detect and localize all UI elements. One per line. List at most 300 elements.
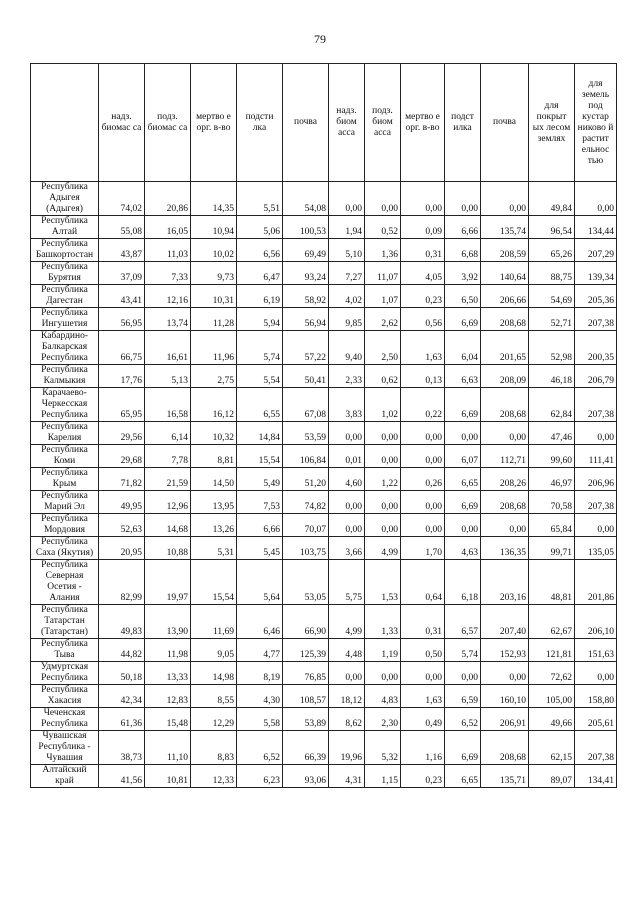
value-cell: 5,51 <box>237 182 283 216</box>
value-cell: 0,00 <box>329 182 365 216</box>
region-name-cell: Республика Мордовия <box>31 514 99 537</box>
value-cell: 93,24 <box>283 262 329 285</box>
value-cell: 55,08 <box>99 216 145 239</box>
value-cell: 0,00 <box>575 422 617 445</box>
region-name-cell: Республика Коми <box>31 445 99 468</box>
value-cell: 0,52 <box>365 216 401 239</box>
value-cell: 135,05 <box>575 537 617 560</box>
value-cell: 21,59 <box>145 468 191 491</box>
value-cell: 0,31 <box>401 239 445 262</box>
value-cell: 0,00 <box>329 662 365 685</box>
region-name-cell: Республика Башкортостан <box>31 239 99 262</box>
table-row <box>31 708 617 731</box>
value-cell: 208,26 <box>481 468 529 491</box>
value-cell: 7,27 <box>329 262 365 285</box>
value-cell: 16,61 <box>145 331 191 365</box>
value-cell: 17,76 <box>99 365 145 388</box>
value-cell: 6,63 <box>445 365 481 388</box>
value-cell: 0,50 <box>401 639 445 662</box>
value-cell: 6,55 <box>237 388 283 422</box>
value-cell: 208,68 <box>481 388 529 422</box>
value-cell: 5,94 <box>237 308 283 331</box>
value-cell: 0,00 <box>401 491 445 514</box>
value-cell: 6,68 <box>445 239 481 262</box>
value-cell: 12,83 <box>145 685 191 708</box>
value-cell: 89,07 <box>529 765 575 788</box>
value-cell: 6,18 <box>445 560 481 605</box>
value-cell: 11,28 <box>191 308 237 331</box>
value-cell: 69,49 <box>283 239 329 262</box>
value-cell: 9,85 <box>329 308 365 331</box>
value-cell: 205,36 <box>575 285 617 308</box>
region-name-cell: Республика Ингушетия <box>31 308 99 331</box>
value-cell: 42,34 <box>99 685 145 708</box>
value-cell: 207,38 <box>575 491 617 514</box>
value-cell: 1,63 <box>401 685 445 708</box>
value-cell: 6,69 <box>445 491 481 514</box>
value-cell: 8,62 <box>329 708 365 731</box>
column-header: мертво е орг. в-во <box>191 64 237 182</box>
value-cell: 15,54 <box>237 445 283 468</box>
value-cell: 2,75 <box>191 365 237 388</box>
value-cell: 0,00 <box>575 182 617 216</box>
value-cell: 160,10 <box>481 685 529 708</box>
column-header: подсти лка <box>237 64 283 182</box>
value-cell: 1,36 <box>365 239 401 262</box>
value-cell: 6,52 <box>237 731 283 765</box>
value-cell: 62,15 <box>529 731 575 765</box>
table-row <box>31 262 617 285</box>
value-cell: 7,78 <box>145 445 191 468</box>
value-cell: 140,64 <box>481 262 529 285</box>
table-row <box>31 239 617 262</box>
value-cell: 70,58 <box>529 491 575 514</box>
value-cell: 5,13 <box>145 365 191 388</box>
value-cell: 52,71 <box>529 308 575 331</box>
value-cell: 93,06 <box>283 765 329 788</box>
value-cell: 4,77 <box>237 639 283 662</box>
value-cell: 0,00 <box>365 491 401 514</box>
table-row <box>31 445 617 468</box>
value-cell: 43,41 <box>99 285 145 308</box>
value-cell: 37,09 <box>99 262 145 285</box>
value-cell: 1,02 <box>365 388 401 422</box>
value-cell: 6,07 <box>445 445 481 468</box>
value-cell: 54,08 <box>283 182 329 216</box>
value-cell: 1,19 <box>365 639 401 662</box>
table-row <box>31 365 617 388</box>
value-cell: 11,10 <box>145 731 191 765</box>
value-cell: 66,90 <box>283 605 329 639</box>
value-cell: 53,59 <box>283 422 329 445</box>
value-cell: 57,22 <box>283 331 329 365</box>
value-cell: 5,10 <box>329 239 365 262</box>
value-cell: 6,46 <box>237 605 283 639</box>
region-name-cell: Республика Алтай <box>31 216 99 239</box>
value-cell: 207,38 <box>575 731 617 765</box>
value-cell: 65,95 <box>99 388 145 422</box>
value-cell: 12,16 <box>145 285 191 308</box>
value-cell: 66,39 <box>283 731 329 765</box>
value-cell: 103,75 <box>283 537 329 560</box>
value-cell: 6,14 <box>145 422 191 445</box>
table-row <box>31 422 617 445</box>
value-cell: 134,41 <box>575 765 617 788</box>
value-cell: 207,29 <box>575 239 617 262</box>
value-cell: 6,57 <box>445 605 481 639</box>
value-cell: 71,82 <box>99 468 145 491</box>
value-cell: 0,00 <box>401 422 445 445</box>
value-cell: 82,99 <box>99 560 145 605</box>
value-cell: 51,20 <box>283 468 329 491</box>
value-cell: 65,84 <box>529 514 575 537</box>
value-cell: 53,05 <box>283 560 329 605</box>
value-cell: 50,18 <box>99 662 145 685</box>
table-row <box>31 331 617 365</box>
value-cell: 0,00 <box>329 514 365 537</box>
value-cell: 13,90 <box>145 605 191 639</box>
value-cell: 11,98 <box>145 639 191 662</box>
value-cell: 0,00 <box>481 514 529 537</box>
value-cell: 74,82 <box>283 491 329 514</box>
value-cell: 70,07 <box>283 514 329 537</box>
value-cell: 6,56 <box>237 239 283 262</box>
data-table <box>30 63 617 788</box>
region-name-cell: Чеченская Республика <box>31 708 99 731</box>
region-name-cell: Карачаево-Черкесская Республика <box>31 388 99 422</box>
value-cell: 5,74 <box>237 331 283 365</box>
value-cell: 14,35 <box>191 182 237 216</box>
value-cell: 0,00 <box>445 514 481 537</box>
value-cell: 10,31 <box>191 285 237 308</box>
value-cell: 152,93 <box>481 639 529 662</box>
value-cell: 208,68 <box>481 491 529 514</box>
table-row <box>31 388 617 422</box>
value-cell: 121,81 <box>529 639 575 662</box>
value-cell: 0,26 <box>401 468 445 491</box>
table-row <box>31 765 617 788</box>
value-cell: 4,48 <box>329 639 365 662</box>
value-cell: 0,13 <box>401 365 445 388</box>
value-cell: 0,09 <box>401 216 445 239</box>
value-cell: 0,00 <box>401 662 445 685</box>
region-name-cell: Республика Дагестан <box>31 285 99 308</box>
region-name-cell: Республика Хакасия <box>31 685 99 708</box>
value-cell: 6,66 <box>237 514 283 537</box>
value-cell: 0,00 <box>575 662 617 685</box>
value-cell: 1,22 <box>365 468 401 491</box>
value-cell: 4,99 <box>329 605 365 639</box>
table-row <box>31 662 617 685</box>
value-cell: 12,33 <box>191 765 237 788</box>
value-cell: 14,68 <box>145 514 191 537</box>
value-cell: 135,71 <box>481 765 529 788</box>
value-cell: 48,81 <box>529 560 575 605</box>
value-cell: 139,34 <box>575 262 617 285</box>
value-cell: 5,06 <box>237 216 283 239</box>
value-cell: 5,31 <box>191 537 237 560</box>
value-cell: 1,94 <box>329 216 365 239</box>
value-cell: 208,59 <box>481 239 529 262</box>
value-cell: 6,69 <box>445 308 481 331</box>
table-row <box>31 182 617 216</box>
value-cell: 207,38 <box>575 388 617 422</box>
value-cell: 0,00 <box>329 491 365 514</box>
value-cell: 10,88 <box>145 537 191 560</box>
value-cell: 5,49 <box>237 468 283 491</box>
value-cell: 62,67 <box>529 605 575 639</box>
value-cell: 10,81 <box>145 765 191 788</box>
value-cell: 44,82 <box>99 639 145 662</box>
value-cell: 67,08 <box>283 388 329 422</box>
value-cell: 18,12 <box>329 685 365 708</box>
value-cell: 1,07 <box>365 285 401 308</box>
value-cell: 2,62 <box>365 308 401 331</box>
value-cell: 41,56 <box>99 765 145 788</box>
value-cell: 52,63 <box>99 514 145 537</box>
value-cell: 106,84 <box>283 445 329 468</box>
value-cell: 6,52 <box>445 708 481 731</box>
value-cell: 206,96 <box>575 468 617 491</box>
value-cell: 0,00 <box>365 662 401 685</box>
value-cell: 0,31 <box>401 605 445 639</box>
value-cell: 8,55 <box>191 685 237 708</box>
value-cell: 6,59 <box>445 685 481 708</box>
value-cell: 208,68 <box>481 308 529 331</box>
region-name-cell: Республика Северная Осетия - Алания <box>31 560 99 605</box>
column-header: надз. биомас са <box>99 64 145 182</box>
value-cell: 29,68 <box>99 445 145 468</box>
value-cell: 76,85 <box>283 662 329 685</box>
table-row <box>31 560 617 605</box>
value-cell: 4,31 <box>329 765 365 788</box>
value-cell: 8,19 <box>237 662 283 685</box>
value-cell: 12,96 <box>145 491 191 514</box>
value-cell: 5,74 <box>445 639 481 662</box>
value-cell: 38,73 <box>99 731 145 765</box>
value-cell: 9,73 <box>191 262 237 285</box>
value-cell: 151,63 <box>575 639 617 662</box>
value-cell: 16,58 <box>145 388 191 422</box>
value-cell: 6,23 <box>237 765 283 788</box>
value-cell: 208,68 <box>481 731 529 765</box>
value-cell: 96,54 <box>529 216 575 239</box>
value-cell: 0,00 <box>445 422 481 445</box>
value-cell: 1,63 <box>401 331 445 365</box>
value-cell: 54,69 <box>529 285 575 308</box>
table-row <box>31 639 617 662</box>
value-cell: 0,01 <box>329 445 365 468</box>
value-cell: 0,62 <box>365 365 401 388</box>
value-cell: 1,53 <box>365 560 401 605</box>
value-cell: 1,70 <box>401 537 445 560</box>
value-cell: 0,00 <box>481 662 529 685</box>
value-cell: 0,00 <box>445 662 481 685</box>
region-name-cell: Республика Бурятия <box>31 262 99 285</box>
value-cell: 74,02 <box>99 182 145 216</box>
value-cell: 72,62 <box>529 662 575 685</box>
value-cell: 207,38 <box>575 308 617 331</box>
value-cell: 7,33 <box>145 262 191 285</box>
value-cell: 4,30 <box>237 685 283 708</box>
value-cell: 1,15 <box>365 765 401 788</box>
value-cell: 46,97 <box>529 468 575 491</box>
value-cell: 0,00 <box>401 182 445 216</box>
column-header <box>31 64 99 182</box>
value-cell: 19,97 <box>145 560 191 605</box>
value-cell: 29,56 <box>99 422 145 445</box>
value-cell: 0,00 <box>365 422 401 445</box>
value-cell: 207,40 <box>481 605 529 639</box>
value-cell: 10,94 <box>191 216 237 239</box>
value-cell: 112,71 <box>481 445 529 468</box>
value-cell: 53,89 <box>283 708 329 731</box>
value-cell: 6,47 <box>237 262 283 285</box>
column-header: мертво е орг. в-во <box>401 64 445 182</box>
value-cell: 5,32 <box>365 731 401 765</box>
page-number: 79 <box>314 32 326 46</box>
region-name-cell: Удмуртская Республика <box>31 662 99 685</box>
value-cell: 0,00 <box>365 182 401 216</box>
value-cell: 6,65 <box>445 765 481 788</box>
value-cell: 2,33 <box>329 365 365 388</box>
value-cell: 6,04 <box>445 331 481 365</box>
value-cell: 136,35 <box>481 537 529 560</box>
value-cell: 3,92 <box>445 262 481 285</box>
value-cell: 206,10 <box>575 605 617 639</box>
value-cell: 99,60 <box>529 445 575 468</box>
column-header: для земель под кустар никово й растит ельнос тью <box>575 64 617 182</box>
value-cell: 4,02 <box>329 285 365 308</box>
value-cell: 0,23 <box>401 285 445 308</box>
region-name-cell: Республика Саха (Якутия) <box>31 537 99 560</box>
value-cell: 11,69 <box>191 605 237 639</box>
value-cell: 5,45 <box>237 537 283 560</box>
table-row <box>31 731 617 765</box>
region-name-cell: Республика Калмыкия <box>31 365 99 388</box>
column-header: подст илка <box>445 64 481 182</box>
value-cell: 20,95 <box>99 537 145 560</box>
table-row <box>31 685 617 708</box>
value-cell: 6,69 <box>445 731 481 765</box>
value-cell: 9,05 <box>191 639 237 662</box>
value-cell: 20,86 <box>145 182 191 216</box>
value-cell: 49,83 <box>99 605 145 639</box>
value-cell: 99,71 <box>529 537 575 560</box>
table-row <box>31 514 617 537</box>
value-cell: 8,81 <box>191 445 237 468</box>
value-cell: 206,79 <box>575 365 617 388</box>
value-cell: 49,84 <box>529 182 575 216</box>
column-header: надз. биом асса <box>329 64 365 182</box>
value-cell: 4,05 <box>401 262 445 285</box>
value-cell: 135,74 <box>481 216 529 239</box>
value-cell: 2,50 <box>365 331 401 365</box>
value-cell: 5,75 <box>329 560 365 605</box>
table-row <box>31 216 617 239</box>
value-cell: 19,96 <box>329 731 365 765</box>
value-cell: 0,56 <box>401 308 445 331</box>
value-cell: 6,65 <box>445 468 481 491</box>
table-row <box>31 491 617 514</box>
value-cell: 16,12 <box>191 388 237 422</box>
value-cell: 206,66 <box>481 285 529 308</box>
value-cell: 13,95 <box>191 491 237 514</box>
value-cell: 50,41 <box>283 365 329 388</box>
value-cell: 0,00 <box>575 514 617 537</box>
value-cell: 6,19 <box>237 285 283 308</box>
value-cell: 201,86 <box>575 560 617 605</box>
value-cell: 16,05 <box>145 216 191 239</box>
value-cell: 208,09 <box>481 365 529 388</box>
region-name-cell: Кабардино-Балкарская Республика <box>31 331 99 365</box>
value-cell: 10,02 <box>191 239 237 262</box>
value-cell: 9,40 <box>329 331 365 365</box>
region-name-cell: Республика Адыгея (Адыгея) <box>31 182 99 216</box>
value-cell: 61,36 <box>99 708 145 731</box>
value-cell: 49,95 <box>99 491 145 514</box>
value-cell: 14,98 <box>191 662 237 685</box>
value-cell: 0,00 <box>365 514 401 537</box>
value-cell: 0,00 <box>481 182 529 216</box>
value-cell: 7,53 <box>237 491 283 514</box>
value-cell: 0,64 <box>401 560 445 605</box>
value-cell: 14,50 <box>191 468 237 491</box>
value-cell: 125,39 <box>283 639 329 662</box>
value-cell: 15,54 <box>191 560 237 605</box>
value-cell: 11,07 <box>365 262 401 285</box>
column-header: подз. биом асса <box>365 64 401 182</box>
value-cell: 134,44 <box>575 216 617 239</box>
value-cell: 2,30 <box>365 708 401 731</box>
value-cell: 0,00 <box>329 422 365 445</box>
value-cell: 11,96 <box>191 331 237 365</box>
value-cell: 6,66 <box>445 216 481 239</box>
value-cell: 8,83 <box>191 731 237 765</box>
value-cell: 4,83 <box>365 685 401 708</box>
region-name-cell: Республика Тыва <box>31 639 99 662</box>
value-cell: 0,23 <box>401 765 445 788</box>
value-cell: 47,46 <box>529 422 575 445</box>
value-cell: 1,33 <box>365 605 401 639</box>
column-header: для покрыт ых лесом землях <box>529 64 575 182</box>
column-header: почва <box>283 64 329 182</box>
region-name-cell: Чувашская Республика - Чувашия <box>31 731 99 765</box>
value-cell: 0,00 <box>481 422 529 445</box>
value-cell: 0,49 <box>401 708 445 731</box>
value-cell: 200,35 <box>575 331 617 365</box>
value-cell: 1,16 <box>401 731 445 765</box>
value-cell: 6,50 <box>445 285 481 308</box>
value-cell: 4,63 <box>445 537 481 560</box>
value-cell: 5,64 <box>237 560 283 605</box>
value-cell: 100,53 <box>283 216 329 239</box>
table-row <box>31 605 617 639</box>
value-cell: 111,41 <box>575 445 617 468</box>
value-cell: 158,80 <box>575 685 617 708</box>
value-cell: 10,32 <box>191 422 237 445</box>
value-cell: 52,98 <box>529 331 575 365</box>
value-cell: 3,66 <box>329 537 365 560</box>
region-name-cell: Республика Карелия <box>31 422 99 445</box>
value-cell: 11,03 <box>145 239 191 262</box>
value-cell: 15,48 <box>145 708 191 731</box>
value-cell: 43,87 <box>99 239 145 262</box>
table-row <box>31 285 617 308</box>
value-cell: 49,66 <box>529 708 575 731</box>
value-cell: 203,16 <box>481 560 529 605</box>
table-row <box>31 537 617 560</box>
